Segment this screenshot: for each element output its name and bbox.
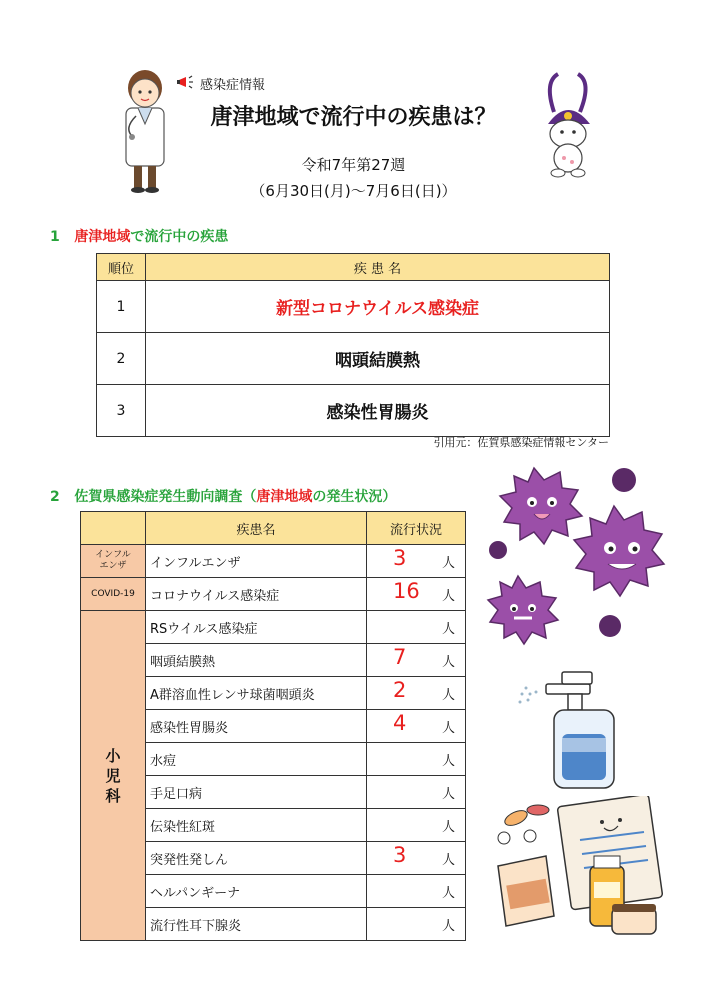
report-dates: （6月30日(月)～7月6日(日)）	[250, 182, 457, 200]
count-value: 4	[393, 711, 407, 735]
sanitizer-illustration	[516, 664, 634, 794]
disease-name: インフルエンザ	[146, 545, 367, 578]
medicine-illustration	[494, 796, 672, 942]
count-cell	[367, 677, 466, 710]
surveillance-table	[80, 511, 466, 941]
unit-label: 人	[441, 721, 455, 736]
table-row	[81, 545, 466, 578]
count-cell	[367, 710, 466, 743]
header-tag: 感染症情報	[200, 78, 266, 93]
rank-cell: 1	[97, 281, 146, 333]
count-value: 2	[393, 678, 407, 702]
count-cell	[367, 809, 466, 842]
unit-label: 人	[441, 787, 455, 802]
disease-name: 伝染性紅斑	[146, 809, 367, 842]
unit-label: 人	[441, 754, 455, 769]
unit-label: 人	[441, 556, 455, 571]
unit-label: 人	[441, 919, 455, 934]
count-value: 7	[393, 645, 407, 669]
report-week: 令和7年第27週	[301, 156, 406, 174]
col-category	[81, 512, 146, 545]
rank-cell: 2	[97, 333, 146, 385]
disease-name: A群溶血性レンサ球菌咽頭炎	[146, 677, 367, 710]
count-value: 3	[393, 843, 407, 867]
col-status: 流行状況	[367, 512, 466, 545]
count-cell	[367, 875, 466, 908]
disease-name: RSウイルス感染症	[146, 611, 367, 644]
section2-title-a: 佐賀県感染症発生動向調査（	[74, 489, 257, 505]
disease-name: 流行性耳下腺炎	[146, 908, 367, 941]
ranking-table	[96, 253, 610, 437]
count-cell	[367, 743, 466, 776]
section2-title-b: の発生状況）	[312, 489, 397, 505]
category-covid: COVID-19	[81, 578, 146, 611]
section2-heading	[50, 486, 396, 506]
count-cell	[367, 644, 466, 677]
table-row	[97, 281, 610, 333]
citation: 引用元：佐賀県感染症情報センター	[433, 436, 609, 449]
category-influenza: インフル エンザ	[81, 545, 146, 578]
unit-label: 人	[441, 589, 455, 604]
count-value: 16	[393, 579, 420, 603]
disease-name: 手足口病	[146, 776, 367, 809]
disease-cell: 咽頭結膜熱	[146, 333, 610, 385]
disease-name: 突発性発しん	[146, 842, 367, 875]
count-cell	[367, 842, 466, 875]
section2-title-region: 唐津地域	[256, 489, 313, 505]
count-cell	[367, 908, 466, 941]
unit-label: 人	[441, 820, 455, 835]
unit-label: 人	[441, 688, 455, 703]
section1-title-region: 唐津地域	[74, 229, 131, 245]
virus-illustration	[474, 458, 674, 658]
unit-label: 人	[441, 655, 455, 670]
col-disease: 疾 患 名	[146, 254, 610, 281]
section1-heading	[50, 226, 228, 246]
table-row	[97, 333, 610, 385]
count-cell	[367, 776, 466, 809]
category-pediatric: 小 児 科	[81, 611, 146, 941]
table-row	[81, 578, 466, 611]
unit-label: 人	[441, 886, 455, 901]
section1-title-rest: で流行中の疾患	[130, 229, 229, 245]
doctor-illustration	[112, 66, 178, 194]
section2-number: 2	[50, 489, 60, 505]
mascot-illustration	[536, 72, 602, 178]
disease-name: コロナウイルス感染症	[146, 578, 367, 611]
count-cell	[367, 578, 466, 611]
unit-label: 人	[441, 853, 455, 868]
disease-name: 水痘	[146, 743, 367, 776]
disease-cell: 新型コロナウイルス感染症	[146, 281, 610, 333]
table-row	[81, 611, 466, 644]
disease-name: 咽頭結膜熱	[146, 644, 367, 677]
disease-name: ヘルパンギーナ	[146, 875, 367, 908]
disease-cell: 感染性胃腸炎	[146, 385, 610, 437]
count-value: 3	[393, 546, 407, 570]
megaphone-icon	[176, 74, 196, 90]
section1-number: 1	[50, 229, 60, 245]
rank-cell: 3	[97, 385, 146, 437]
page-title: 唐津地域で流行中の疾患は？	[210, 105, 497, 130]
unit-label: 人	[441, 622, 455, 637]
disease-name: 感染性胃腸炎	[146, 710, 367, 743]
col-disease: 疾患名	[146, 512, 367, 545]
col-rank: 順位	[97, 254, 146, 281]
count-cell	[367, 545, 466, 578]
count-cell	[367, 611, 466, 644]
table-row	[97, 385, 610, 437]
